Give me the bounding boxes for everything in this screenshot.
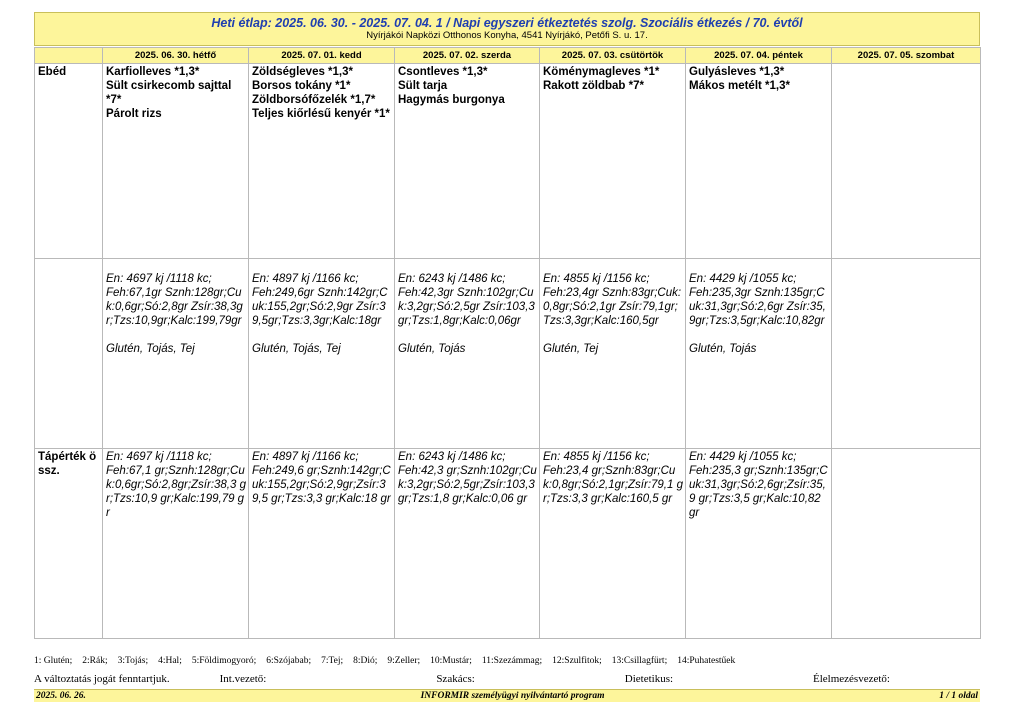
nutrient-values: Feh:235,3gr Sznh:135gr;Cuk:31,3gr;Só:2,6gr Zsír:35,9gr;Tzs:3,5gr;Kalc:10,82gr	[689, 287, 826, 327]
dish: Rakott zöldbab *7*	[543, 80, 644, 92]
weekly-menu-table	[34, 47, 981, 639]
allergen-list: Glutén, Tojás, Tej	[106, 343, 195, 355]
dish: Mákos metélt *1,3*	[689, 80, 790, 92]
energy-value: En: 6243 kj /1486 kc;	[398, 273, 506, 285]
corner-cell	[35, 48, 103, 64]
legend-item: 5:Földimogyoró;	[191, 656, 257, 666]
menu-header	[34, 12, 980, 46]
lunch-nutrition-row	[35, 259, 981, 449]
total-nutrition-cell	[540, 449, 686, 639]
page-number: 1 / 1 oldal	[939, 691, 978, 701]
kitchen-address: Nyírjákói Napközi Otthonos Konyha, 4541 Nyírjákó, Petőfi S. u. 17.	[366, 30, 648, 41]
legend-item: 7:Tej;	[321, 656, 344, 666]
energy-value: En: 4429 kj /1055 kc;	[689, 451, 797, 463]
menu-title: Heti étlap: 2025. 06. 30. - 2025. 07. 04. 1 / Napi egyszeri étkeztetés szolg. Szociális étkezés / 70. évtől	[211, 16, 803, 30]
nutrition-cell	[540, 259, 686, 449]
nutrient-values: Feh:67,1 gr;Sznh:128gr;Cuk:0,6gr;Só:2,8gr;Zsír:38,3 gr;Tzs:10,9 gr;Kalc:199,79 gr	[106, 465, 246, 519]
legend-item: 3:Tojás;	[117, 656, 149, 666]
legend-item: 10:Mustár;	[430, 656, 472, 666]
dish-cell	[395, 64, 540, 259]
energy-value: En: 4697 kj /1118 kc;	[106, 451, 212, 463]
nutrition-cell	[686, 259, 832, 449]
energy-value: En: 4897 kj /1166 kc;	[252, 451, 359, 463]
legend-item: 13:Csillagfürt;	[611, 656, 668, 666]
nutrition-cell	[249, 259, 395, 449]
nutrient-values: Feh:23,4 gr;Sznh:83gr;Cuk:0,8gr;Só:2,1gr;Zsír:79,1 gr;Tzs:3,3 gr;Kalc:160,5 gr	[543, 465, 683, 505]
dish-cell	[103, 64, 249, 259]
nutrient-values: Feh:42,3gr Sznh:102gr;Cuk:3,2gr;Só:2,5gr Zsír:103,3gr;Tzs:1,8gr;Kalc:0,06gr	[398, 287, 535, 327]
dish: Hagymás burgonya	[398, 94, 505, 106]
dish-cell	[249, 64, 395, 259]
nutrient-values: Feh:67,1gr Sznh:128gr;Cuk:0,6gr;Só:2,8gr Zsír:38,3gr;Tzs:10,9gr;Kalc:199,79gr	[106, 287, 243, 327]
total-nutrition-cell	[686, 449, 832, 639]
print-date: 2025. 06. 26.	[36, 691, 86, 701]
signature-line	[34, 673, 980, 685]
allergen-list: Glutén, Tojás, Tej	[252, 343, 341, 355]
energy-value: En: 4855 kj /1156 kc;	[543, 273, 650, 285]
legend-item: 9:Zeller;	[387, 656, 421, 666]
nutrient-values: Feh:23,4gr Sznh:83gr;Cuk:0,8gr;Só:2,1gr Zsír:79,1gr;Tzs:3,3gr;Kalc:160,5gr	[543, 287, 682, 327]
dish-cell	[686, 64, 832, 259]
rights-note: A változtatás jogát fenntartjuk.	[34, 673, 170, 685]
day-header: 2025. 07. 05. szombat	[832, 48, 981, 64]
dish: Sült tarja	[398, 80, 448, 92]
dish: Sült csirkecomb sajttal *7*	[106, 80, 232, 106]
row-label-lunch: Ebéd	[35, 64, 103, 259]
dish: Zöldségleves *1,3*	[252, 66, 353, 78]
dish: Zöldborsófőzelék *1,7*	[252, 94, 376, 106]
row-label-nutrition: Tápérték össz.	[35, 449, 103, 639]
dish: Karfiolleves *1,3*	[106, 66, 200, 78]
day-header-row	[35, 48, 981, 64]
dish-cell	[540, 64, 686, 259]
day-header: 2025. 07. 01. kedd	[249, 48, 395, 64]
nutrition-cell	[395, 259, 540, 449]
allergen-list: Glutén, Tej	[543, 343, 599, 355]
total-nutrition-row	[35, 449, 981, 639]
signature-dietitian: Dietetikus:	[624, 673, 674, 685]
program-name: INFORMIR személyügyi nyilvántartó program	[420, 691, 605, 701]
nutrient-values: Feh:249,6 gr;Sznh:142gr;Cuk:155,2gr;Só:2,9gr;Zsír:39,5 gr;Tzs:3,3 gr;Kalc:18 gr	[252, 465, 391, 505]
nutrition-cell-empty	[832, 259, 981, 449]
total-nutrition-cell	[395, 449, 540, 639]
dish: Csontleves *1,3*	[398, 66, 488, 78]
nutrient-values: Feh:249,6gr Sznh:142gr;Cuk:155,2gr;Só:2,9gr Zsír:39,5gr;Tzs:3,3gr;Kalc:18gr	[252, 287, 388, 327]
row-label-empty	[35, 259, 103, 449]
page-footer	[34, 689, 980, 702]
day-header: 2025. 07. 03. csütörtök	[540, 48, 686, 64]
energy-value: En: 4429 kj /1055 kc;	[689, 273, 797, 285]
dish: Teljes kiőrlésű kenyér *1*	[252, 108, 390, 120]
dish: Párolt rizs	[106, 108, 162, 120]
energy-value: En: 4855 kj /1156 kc;	[543, 451, 650, 463]
signature-cook: Szakács:	[436, 673, 475, 685]
total-nutrition-cell-empty	[832, 449, 981, 639]
total-nutrition-cell	[103, 449, 249, 639]
dish: Köménymagleves *1*	[543, 66, 660, 78]
energy-value: En: 4897 kj /1166 kc;	[252, 273, 359, 285]
legend-item: 2:Rák;	[82, 656, 108, 666]
legend-item: 11:Szezámmag;	[481, 656, 543, 666]
signature-int: Int.vezető:	[219, 673, 267, 685]
legend-item: 8:Dió;	[353, 656, 378, 666]
dish-cell-empty	[832, 64, 981, 259]
legend-item: 1: Glutén;	[34, 656, 73, 666]
total-nutrition-cell	[249, 449, 395, 639]
nutrition-cell	[103, 259, 249, 449]
dish: Gulyásleves *1,3*	[689, 66, 785, 78]
energy-value: En: 6243 kj /1486 kc;	[398, 451, 506, 463]
allergen-list: Glutén, Tojás	[689, 343, 757, 355]
day-header: 2025. 07. 04. péntek	[686, 48, 832, 64]
signature-catering: Élelmezésvezető:	[813, 673, 890, 685]
lunch-dishes-row	[35, 64, 981, 259]
legend-item: 4:Hal;	[158, 656, 182, 666]
allergen-legend	[34, 656, 980, 666]
legend-item: 12:Szulfitok;	[552, 656, 602, 666]
day-header: 2025. 06. 30. hétfő	[103, 48, 249, 64]
nutrient-values: Feh:42,3 gr;Sznh:102gr;Cuk:3,2gr;Só:2,5gr;Zsír:103,3 gr;Tzs:1,8 gr;Kalc:0,06 gr	[398, 465, 537, 505]
nutrient-values: Feh:235,3 gr;Sznh:135gr;Cuk:31,3gr;Só:2,6gr;Zsír:35,9 gr;Tzs:3,5 gr;Kalc:10,82 gr	[689, 465, 828, 519]
energy-value: En: 4697 kj /1118 kc;	[106, 273, 212, 285]
legend-item: 14:Puhatestűek	[677, 656, 736, 666]
allergen-list: Glutén, Tojás	[398, 343, 466, 355]
legend-item: 6:Szójabab;	[266, 656, 312, 666]
day-header: 2025. 07. 02. szerda	[395, 48, 540, 64]
dish: Borsos tokány *1*	[252, 80, 351, 92]
